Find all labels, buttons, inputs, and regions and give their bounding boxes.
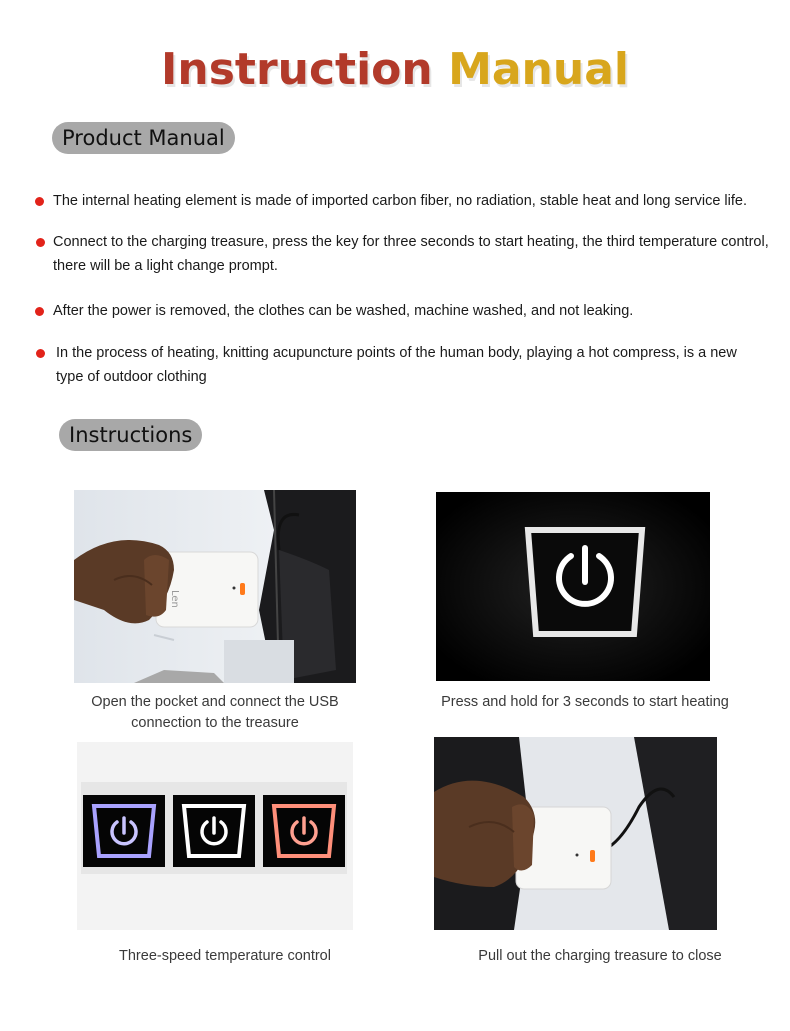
section-pill-product-manual: Product Manual: [52, 122, 235, 154]
photo-pull-out: [434, 737, 717, 930]
title-word-manual: Manual: [448, 44, 629, 95]
bullet-dot-icon: [35, 307, 44, 316]
bullet-dot-icon: [36, 349, 45, 358]
bullet-dot-icon: [36, 238, 45, 247]
bullet-text: Connect to the charging treasure, press the key for three seconds to start heating, the third temperature control, there will be a light change prompt.: [53, 234, 769, 274]
page-title: [0, 40, 790, 100]
power-button-illustration: [436, 492, 710, 681]
photo-speed-control: [77, 742, 353, 930]
step-caption-connect-usb: Open the pocket and connect the USB connection to the treasure: [91, 694, 339, 731]
bullet-text: In the process of heating, knitting acupuncture points of the human body, playing a hot compress, is a new type of outdoor clothing: [56, 345, 737, 385]
section-pill-instructions: Instructions: [59, 419, 202, 451]
bullet-dot-icon: [35, 197, 44, 206]
speed-high-button-icon: [263, 795, 345, 867]
photo-connect-usb: [74, 490, 356, 683]
step-caption-press-hold: Press and hold for 3 seconds to start heating: [441, 694, 729, 710]
step-caption-pull-out: Pull out the charging treasure to close: [478, 948, 722, 964]
pull-out-illustration: [434, 737, 717, 930]
brand-text: Len: [169, 590, 180, 608]
photo-power-button: [436, 492, 710, 681]
title-word-instruction: Instruction: [161, 44, 433, 95]
bullet-text: The internal heating element is made of imported carbon fiber, no radiation, stable heat and long service life.: [53, 193, 747, 209]
speed-mid-button-icon: [173, 795, 255, 867]
connect-usb-illustration: [74, 490, 356, 683]
step-caption-speed-control: Three-speed temperature control: [119, 948, 331, 964]
bullet-text: After the power is removed, the clothes can be washed, machine washed, and not leaking.: [53, 303, 634, 319]
speed-control-illustration: [77, 742, 353, 930]
speed-low-button-icon: [83, 795, 165, 867]
